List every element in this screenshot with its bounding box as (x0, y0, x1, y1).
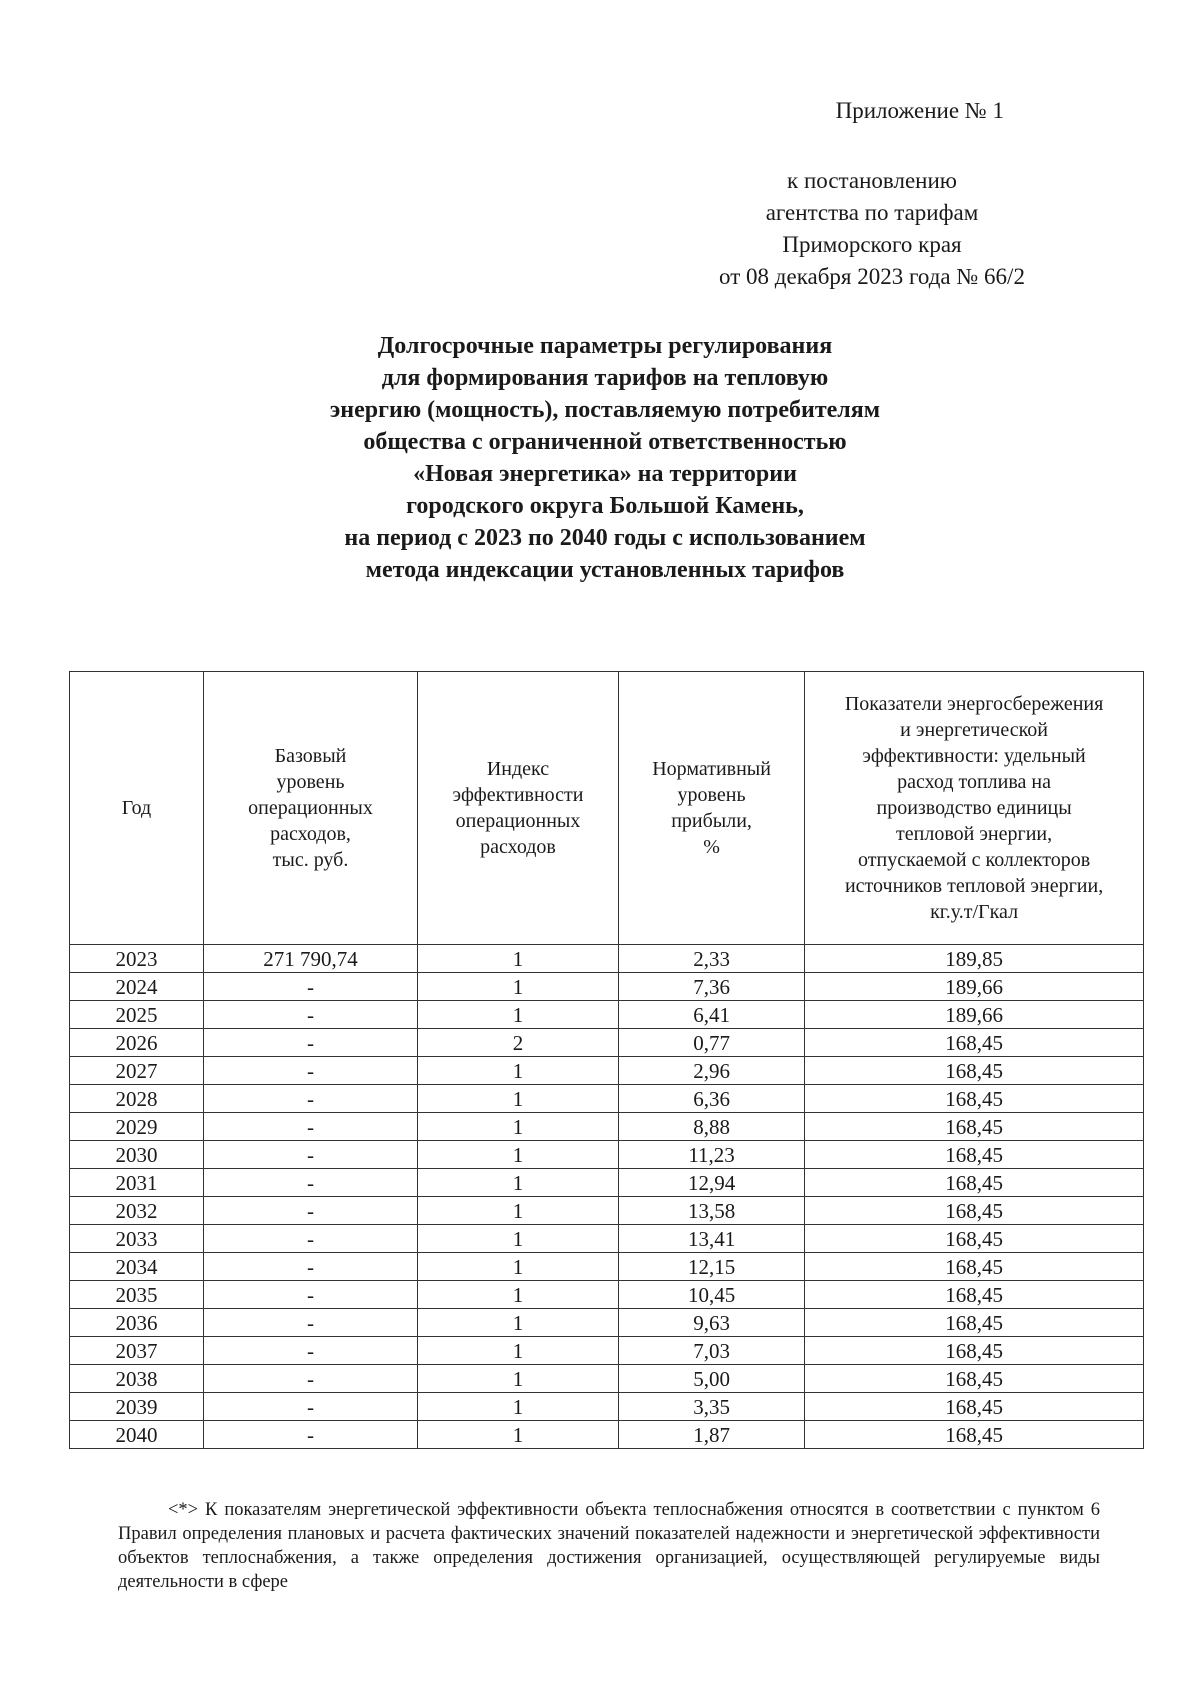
title-line: общества с ограниченной ответственностью (363, 429, 847, 455)
cell-base: - (203, 1057, 417, 1085)
cell-profit: 7,03 (618, 1337, 804, 1365)
cell-year: 2035 (70, 1281, 204, 1309)
cell-profit: 3,35 (618, 1393, 804, 1421)
table-row (70, 1281, 1144, 1309)
cell-base: - (203, 1085, 417, 1113)
table-row (70, 1169, 1144, 1197)
cell-year: 2033 (70, 1225, 204, 1253)
header-line: расходов, (270, 823, 351, 845)
cell-profit: 6,41 (618, 1001, 804, 1029)
cell-energy: 168,45 (805, 1253, 1144, 1281)
footnote-text: <*> К показателям энергетической эффективности объекта теплоснабжения относятся в соответствии с пунктом 6 Правил определения плановых и расчета фактических значений показателей надежности и энергетической эффективности объектов теплоснабжения, а также определения достижения организацией, осуществляющей регулируемые виды деятельности в сфере (118, 1500, 1100, 1592)
cell-energy: 168,45 (805, 1337, 1144, 1365)
table-row (70, 1393, 1144, 1421)
cell-index: 1 (418, 1421, 619, 1449)
table-row (70, 1365, 1144, 1393)
cell-year: 2026 (70, 1029, 204, 1057)
header-line: эффективности (452, 784, 584, 806)
resolution-line: Приморского края (782, 232, 962, 257)
title-line: Долгосрочные параметры регулирования (377, 333, 833, 359)
cell-index: 1 (418, 945, 619, 973)
appendix-label: Приложение № 1 (835, 98, 1004, 123)
cell-profit: 11,23 (618, 1141, 804, 1169)
cell-profit: 12,94 (618, 1169, 804, 1197)
header-line: тыс. руб. (272, 849, 349, 871)
cell-energy: 168,45 (805, 1281, 1144, 1309)
title-line: городского округа Большой Камень, (406, 493, 804, 519)
title-line: на период с 2023 по 2040 годы с использованием (344, 525, 866, 551)
cell-year: 2036 (70, 1309, 204, 1337)
table-body (70, 945, 1144, 1449)
cell-index: 1 (418, 1365, 619, 1393)
cell-profit: 2,33 (618, 945, 804, 973)
title-line: метода индексации установленных тарифов (365, 557, 845, 583)
cell-index: 2 (418, 1029, 619, 1057)
header-line: расход топлива на (897, 771, 1051, 793)
table-header-row (70, 672, 1144, 945)
cell-energy: 189,66 (805, 973, 1144, 1001)
table-row (70, 1141, 1144, 1169)
cell-base: - (203, 1029, 417, 1057)
cell-base: - (203, 1253, 417, 1281)
cell-index: 1 (418, 1225, 619, 1253)
resolution-line: к постановлению (787, 168, 957, 193)
header-line: прибыли, (671, 810, 752, 832)
resolution-line: агентства по тарифам (765, 200, 979, 225)
cell-energy: 168,45 (805, 1421, 1144, 1449)
table-row (70, 1253, 1144, 1281)
header-efficiency-index (418, 672, 619, 945)
cell-year: 2029 (70, 1113, 204, 1141)
cell-year: 2030 (70, 1141, 204, 1169)
cell-index: 1 (418, 1337, 619, 1365)
cell-index: 1 (418, 1197, 619, 1225)
cell-base: - (203, 1197, 417, 1225)
cell-base: - (203, 1393, 417, 1421)
header-line: тепловой энергии, (896, 823, 1053, 845)
cell-energy: 168,45 (805, 1225, 1144, 1253)
table-row (70, 1225, 1144, 1253)
cell-base: - (203, 973, 417, 1001)
cell-index: 1 (418, 1085, 619, 1113)
cell-profit: 2,96 (618, 1057, 804, 1085)
header-line: источников тепловой энергии, (844, 875, 1104, 897)
cell-base: - (203, 1281, 417, 1309)
cell-index: 1 (418, 1253, 619, 1281)
cell-base: - (203, 1141, 417, 1169)
cell-year: 2038 (70, 1365, 204, 1393)
table-row (70, 1197, 1144, 1225)
cell-energy: 168,45 (805, 1393, 1144, 1421)
table-row (70, 1057, 1144, 1085)
cell-year: 2028 (70, 1085, 204, 1113)
cell-energy: 168,45 (805, 1113, 1144, 1141)
cell-profit: 10,45 (618, 1281, 804, 1309)
cell-profit: 8,88 (618, 1113, 804, 1141)
cell-index: 1 (418, 1113, 619, 1141)
cell-energy: 168,45 (805, 1197, 1144, 1225)
cell-index: 1 (418, 1141, 619, 1169)
cell-year: 2039 (70, 1393, 204, 1421)
cell-base: - (203, 1113, 417, 1141)
cell-base: 271 790,74 (203, 945, 417, 973)
cell-energy: 189,66 (805, 1001, 1144, 1029)
table-row (70, 1309, 1144, 1337)
header-line: расходов (480, 836, 556, 858)
cell-profit: 0,77 (618, 1029, 804, 1057)
document-title (180, 330, 1030, 586)
header-line: производство единицы (876, 797, 1072, 819)
header-line: уровень (677, 784, 746, 806)
cell-base: - (203, 1001, 417, 1029)
cell-energy: 168,45 (805, 1085, 1144, 1113)
cell-base: - (203, 1309, 417, 1337)
regulation-parameters-table (69, 671, 1144, 1449)
header-line: и энергетической (900, 719, 1048, 741)
header-line: Индекс (486, 758, 550, 780)
header-base-opex (203, 672, 417, 945)
cell-profit: 6,36 (618, 1085, 804, 1113)
cell-profit: 13,58 (618, 1197, 804, 1225)
cell-profit: 12,15 (618, 1253, 804, 1281)
header-line: операционных (248, 797, 373, 819)
cell-year: 2032 (70, 1197, 204, 1225)
header-year (70, 672, 204, 945)
cell-index: 1 (418, 1169, 619, 1197)
cell-base: - (203, 1421, 417, 1449)
header-line: Показатели энергосбережения (844, 693, 1104, 715)
cell-index: 1 (418, 1281, 619, 1309)
table-row (70, 1421, 1144, 1449)
cell-year: 2023 (70, 945, 204, 973)
header-energy-efficiency (805, 672, 1144, 945)
cell-year: 2031 (70, 1169, 204, 1197)
cell-year: 2024 (70, 973, 204, 1001)
cell-base: - (203, 1365, 417, 1393)
cell-profit: 13,41 (618, 1225, 804, 1253)
cell-year: 2040 (70, 1421, 204, 1449)
cell-energy: 168,45 (805, 1141, 1144, 1169)
cell-energy: 168,45 (805, 1029, 1144, 1057)
table-row (70, 1113, 1144, 1141)
cell-year: 2025 (70, 1001, 204, 1029)
cell-profit: 5,00 (618, 1365, 804, 1393)
cell-base: - (203, 1225, 417, 1253)
resolution-line: от 08 декабря 2023 года № 66/2 (719, 264, 1025, 289)
header-line: Нормативный (652, 758, 771, 780)
cell-profit: 9,63 (618, 1309, 804, 1337)
header-profit-level (618, 672, 804, 945)
title-line: «Новая энергетика» на территории (413, 461, 797, 487)
header-line: Базовый (274, 745, 347, 767)
cell-year: 2034 (70, 1253, 204, 1281)
cell-energy: 189,85 (805, 945, 1144, 973)
table-row (70, 973, 1144, 1001)
resolution-reference (662, 165, 1082, 293)
cell-energy: 168,45 (805, 1057, 1144, 1085)
cell-index: 1 (418, 1309, 619, 1337)
table-row (70, 1029, 1144, 1057)
cell-profit: 7,36 (618, 973, 804, 1001)
table-row (70, 1001, 1144, 1029)
cell-index: 1 (418, 1393, 619, 1421)
table-row (70, 1085, 1144, 1113)
cell-index: 1 (418, 1057, 619, 1085)
header-line: Год (121, 797, 152, 819)
cell-energy: 168,45 (805, 1169, 1144, 1197)
header-line: % (703, 836, 720, 858)
cell-index: 1 (418, 1001, 619, 1029)
header-line: эффективности: удельный (862, 745, 1086, 767)
footnote (118, 1498, 1100, 1594)
cell-profit: 1,87 (618, 1421, 804, 1449)
cell-base: - (203, 1337, 417, 1365)
cell-energy: 168,45 (805, 1309, 1144, 1337)
table-row (70, 1337, 1144, 1365)
cell-index: 1 (418, 973, 619, 1001)
header-line: кг.у.т/Гкал (930, 901, 1019, 923)
cell-energy: 168,45 (805, 1365, 1144, 1393)
header-line: отпускаемой с коллекторов (858, 849, 1091, 871)
header-line: уровень (276, 771, 345, 793)
cell-year: 2037 (70, 1337, 204, 1365)
cell-year: 2027 (70, 1057, 204, 1085)
cell-base: - (203, 1169, 417, 1197)
table-row (70, 945, 1144, 973)
title-line: энергию (мощность), поставляемую потребителям (329, 397, 881, 423)
header-line: операционных (455, 810, 581, 832)
title-line: для формирования тарифов на тепловую (381, 365, 829, 391)
